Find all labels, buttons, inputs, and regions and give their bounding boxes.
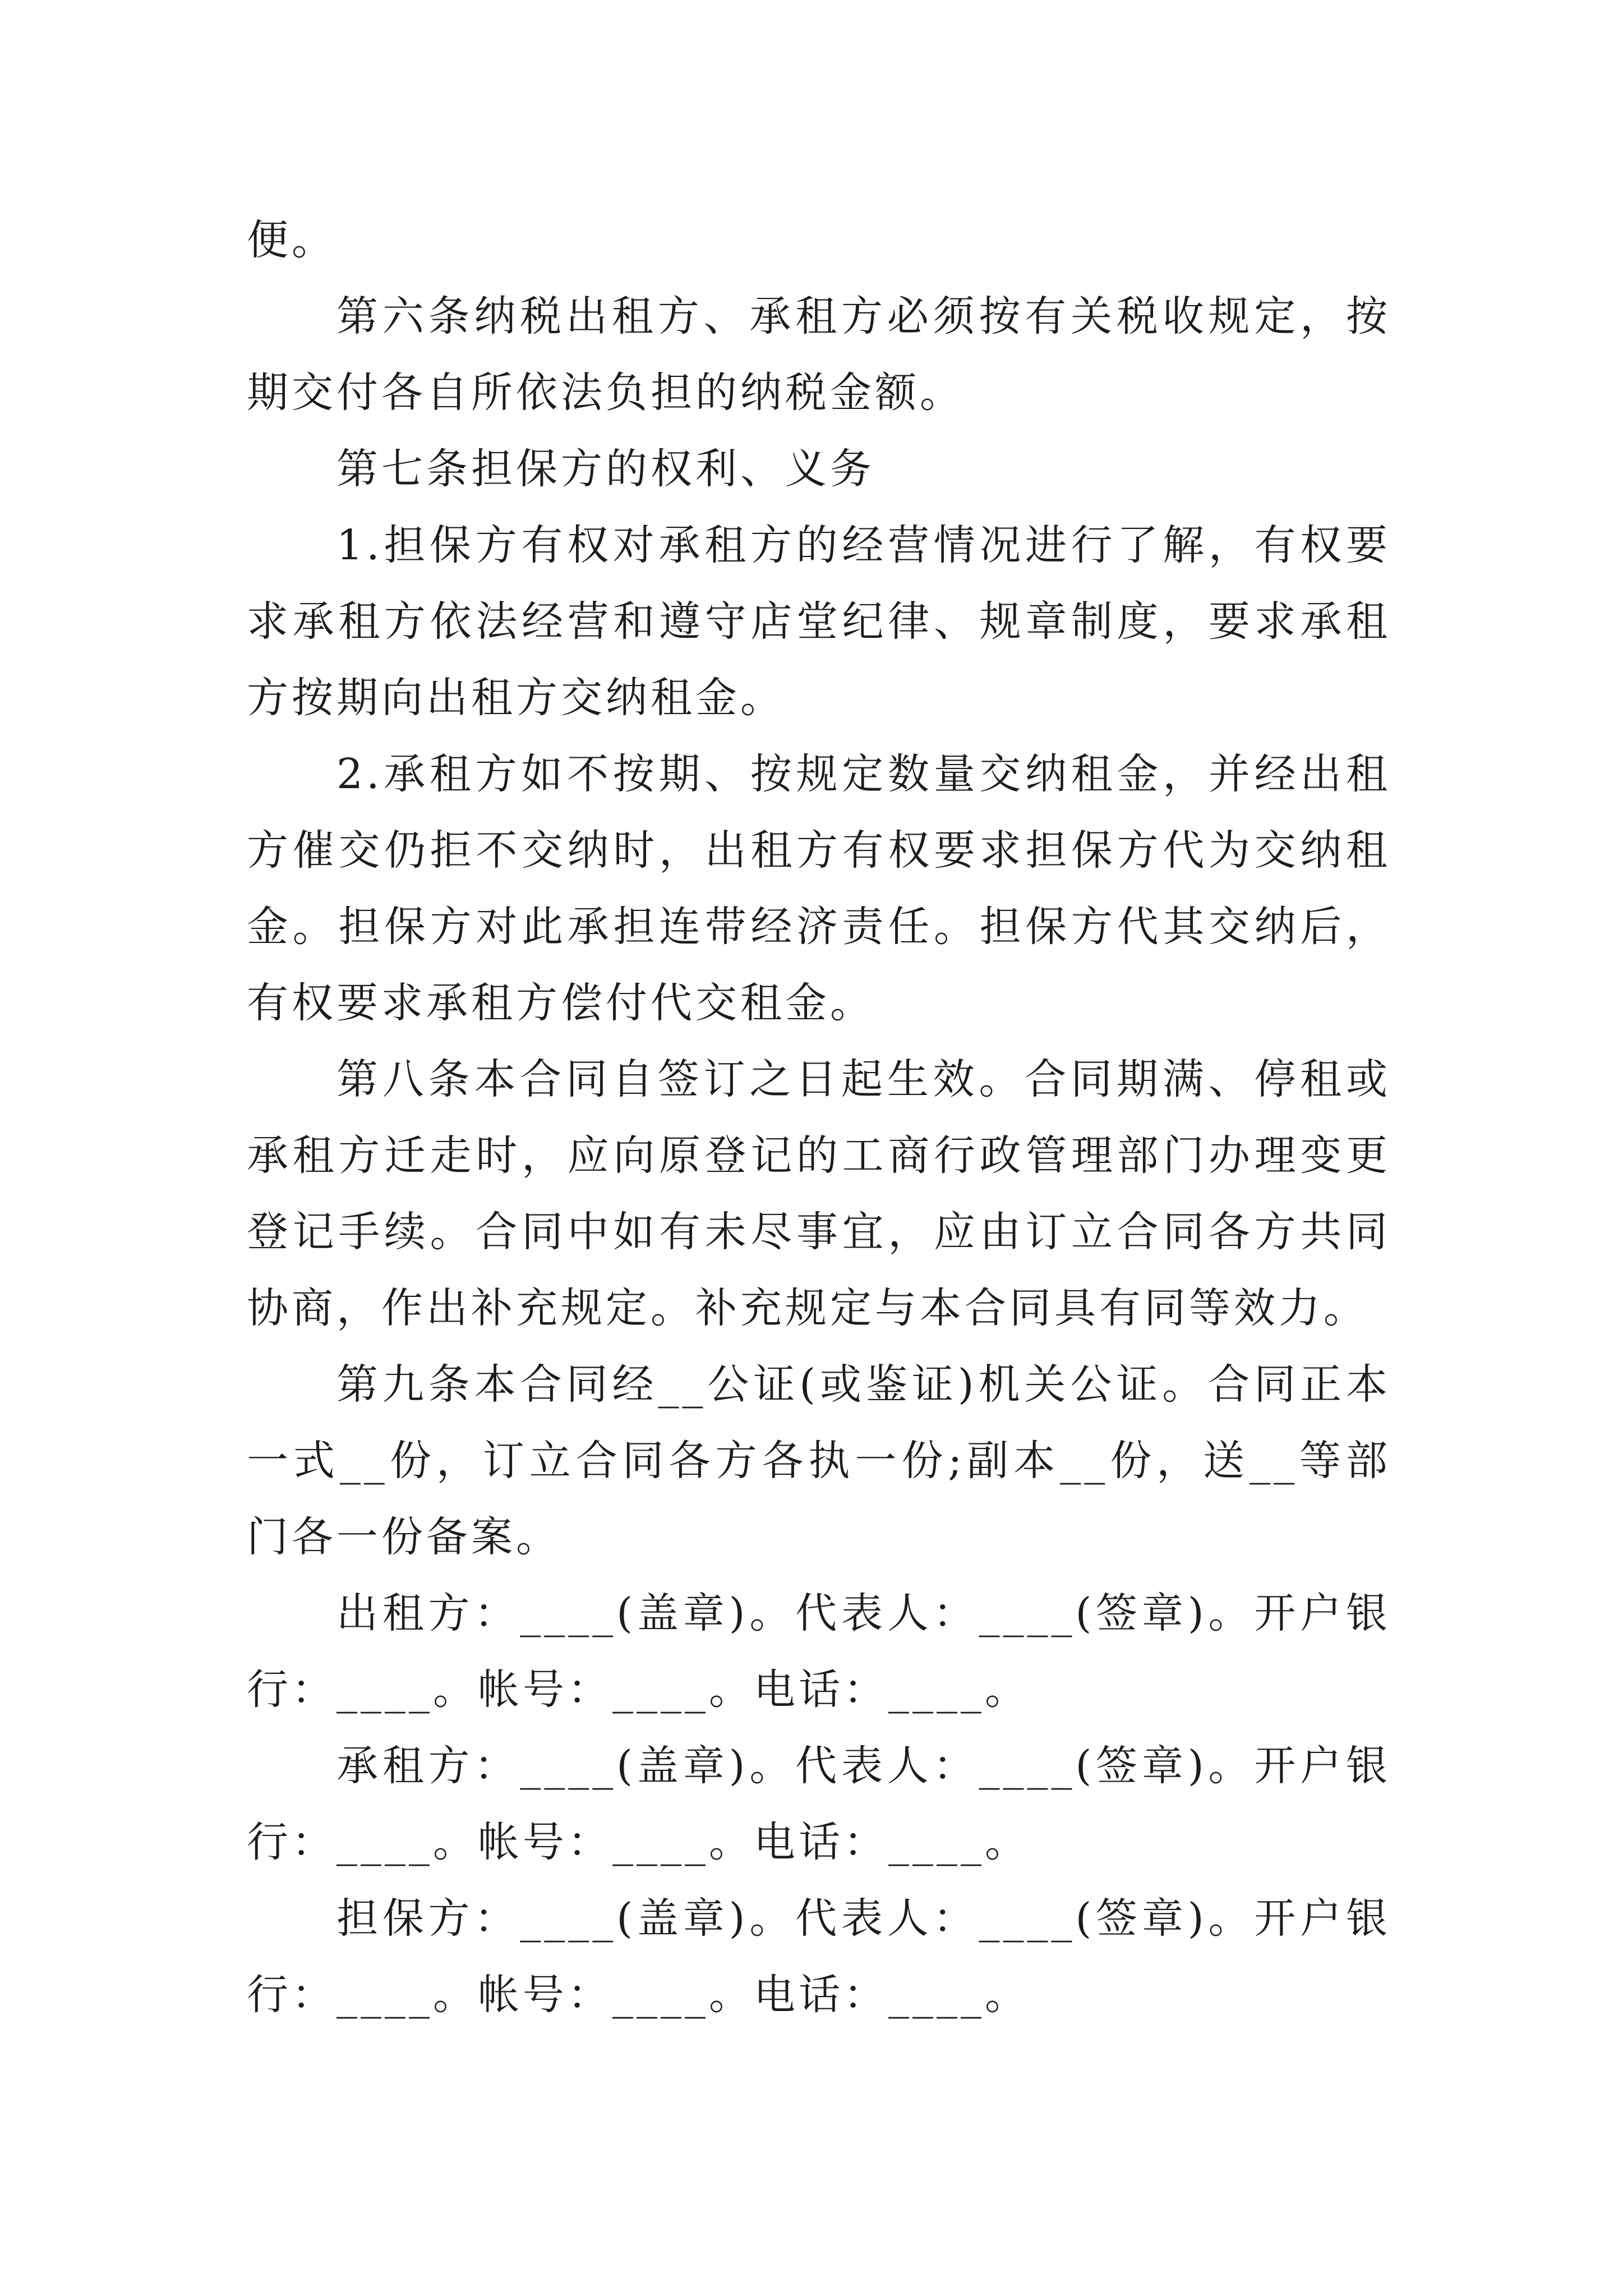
paragraph-article-7-item-2: 2.承租方如不按期、按规定数量交纳租金，并经出租方催交仍拒不交纳时，出租方有权要求担保方代为交纳租金。担保方对此承担连带经济责任。担保方代其交纳后，有权要求承租方偿付代交租金。 (247, 750, 1391, 1027)
signature-lessee: 承租方：____(盖章)。代表人：____(签章)。开户银行：____。帐号：____。电话：____。 (247, 1742, 1391, 1866)
paragraph-article-7-item-1: 1.担保方有权对承租方的经营情况进行了解，有权要求承租方依法经营和遵守店堂纪律、规章制度，要求承租方按期向出租方交纳租金。 (247, 521, 1391, 722)
paragraph-article-7-heading: 第七条担保方的权利、义务 (336, 445, 875, 493)
paragraph-article-6: 第六条纳税出租方、承租方必须按有关税收规定，按期交付各自所依法负担的纳税金额。 (247, 292, 1391, 417)
document-body (247, 202, 1391, 2033)
signature-guarantor: 担保方：____(盖章)。代表人：____(签章)。开户银行：____。帐号：____。电话：____。 (247, 1894, 1391, 2019)
paragraph-article-8: 第八条本合同自签订之日起生效。合同期满、停租或承租方迁走时，应向原登记的工商行政管理部门办理变更登记手续。合同中如有未尽事宜，应由订立合同各方共同协商，作出补充规定。补充规定与本合同具有同等效力。 (247, 1055, 1391, 1332)
signature-lessor: 出租方：____(盖章)。代表人：____(签章)。开户银行：____。帐号：____。电话：____。 (247, 1589, 1391, 1714)
paragraph-continuation: 便。 (247, 216, 336, 264)
paragraph-article-9: 第九条本合同经__公证(或鉴证)机关公证。合同正本一式__份，订立合同各方各执一份;副本__份，送__等部门各一份备案。 (247, 1360, 1391, 1561)
